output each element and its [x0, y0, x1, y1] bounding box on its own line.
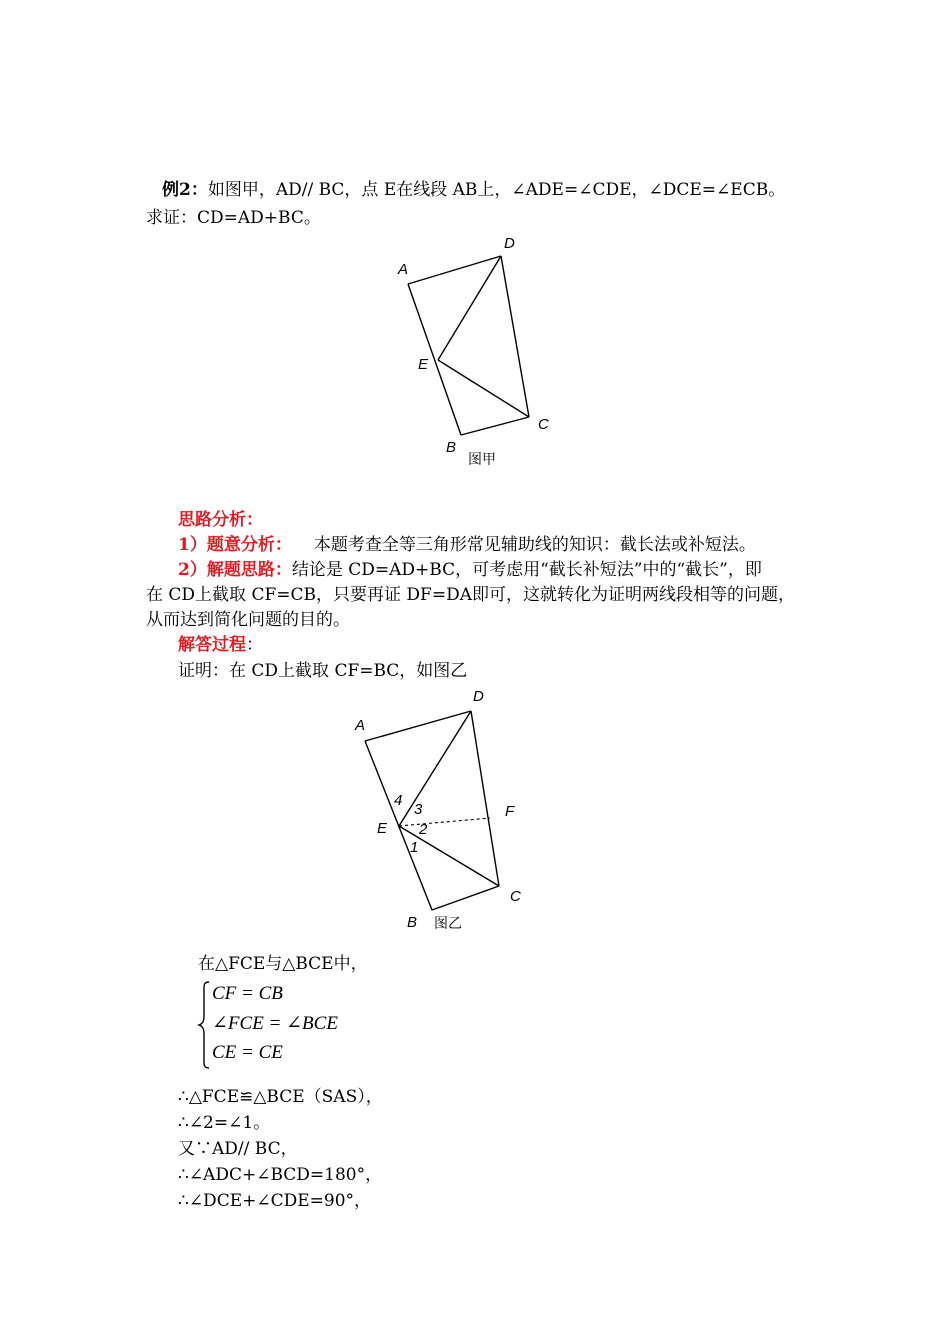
figure-b-caption: 图乙	[434, 916, 462, 932]
segment-ab	[408, 284, 461, 435]
analysis-point-1-text: 本题考查全等三角形常见辅助线的知识：截长法或补短法。	[313, 535, 756, 555]
proof-step-5: ∴∠DCE+∠CDE=90°，	[178, 1191, 372, 1211]
system-row-2: ∠FCE = ∠BCE	[212, 1013, 338, 1034]
segment-dc	[471, 711, 499, 886]
point-label-a: A	[355, 717, 366, 734]
proof-step-3: 又∵AD// BC，	[178, 1139, 298, 1159]
point-label-e: E	[418, 356, 429, 373]
example-label: 例2：	[162, 180, 208, 200]
figure-b	[345, 685, 565, 935]
proof-step-4: ∴∠ADC+∠BCD=180°，	[178, 1165, 383, 1185]
proof-step-1: ∴△FCE≌△BCE（SAS），	[178, 1087, 383, 1107]
system-row-3: CE = CE	[212, 1042, 283, 1063]
figure-b-lines	[365, 711, 499, 910]
analysis-point-2-line-3: 从而达到简化问题的目的。	[146, 610, 350, 630]
segment-ec	[399, 826, 499, 886]
triangles-line: 在△FCE与△BCE中，	[198, 954, 368, 974]
angle-label-3: 3	[414, 801, 423, 818]
solution-heading-text: 解答过程	[178, 635, 246, 655]
prove-statement: 求证：CD=AD+BC。	[146, 208, 321, 228]
figure-a-lines	[408, 256, 529, 435]
analysis-heading: 思路分析：	[178, 510, 263, 530]
analysis-point-2-line-1: 结论是 CD=AD+BC，可考虑用“截长补短法”中的“截长”，即	[291, 560, 762, 580]
analysis-point-2-label: 2）解题思路：	[178, 560, 292, 580]
solution-heading	[178, 633, 263, 657]
angle-label-2: 2	[419, 821, 428, 838]
segment-ef-dashed	[399, 818, 490, 826]
equation-system	[198, 980, 368, 1070]
angle-label-1: 1	[410, 839, 419, 856]
point-label-b: B	[446, 439, 457, 456]
analysis-point-1-label: 1）题意分析：	[178, 535, 292, 555]
system-row-1: CF = CB	[212, 983, 283, 1004]
brace-icon	[198, 980, 212, 1070]
point-label-c: C	[510, 888, 521, 905]
proof-step-2: ∴∠2=∠1。	[178, 1113, 271, 1133]
example-text: 如图甲，AD// BC，点 E在线段 AB上，∠ADE=∠CDE，∠DCE=∠ECB。	[207, 180, 786, 200]
point-label-b: B	[407, 914, 418, 931]
analysis-point-2-line-2: 在 CD上截取 CF=CB，只要再证 DF=DA即可，这就转化为证明两线段相等的问题，	[146, 585, 795, 605]
segment-bc	[432, 886, 499, 910]
point-label-c: C	[538, 416, 549, 433]
point-label-d: D	[504, 235, 515, 252]
figure-a	[380, 230, 580, 470]
analysis-point-1	[178, 533, 756, 557]
segment-dc	[501, 256, 529, 417]
example-statement	[162, 178, 785, 202]
figure-a-caption: 图甲	[468, 452, 496, 468]
point-label-a: A	[398, 261, 409, 278]
angle-label-4: 4	[394, 792, 403, 809]
proof-intro: 证明：在 CD上截取 CF=BC，如图乙	[178, 661, 468, 681]
analysis-point-2	[178, 558, 762, 582]
point-label-e: E	[377, 820, 388, 837]
point-label-d: D	[473, 688, 484, 705]
solution-heading-colon: ：	[246, 635, 263, 655]
point-label-f: F	[505, 803, 515, 820]
segment-bc	[461, 417, 529, 435]
